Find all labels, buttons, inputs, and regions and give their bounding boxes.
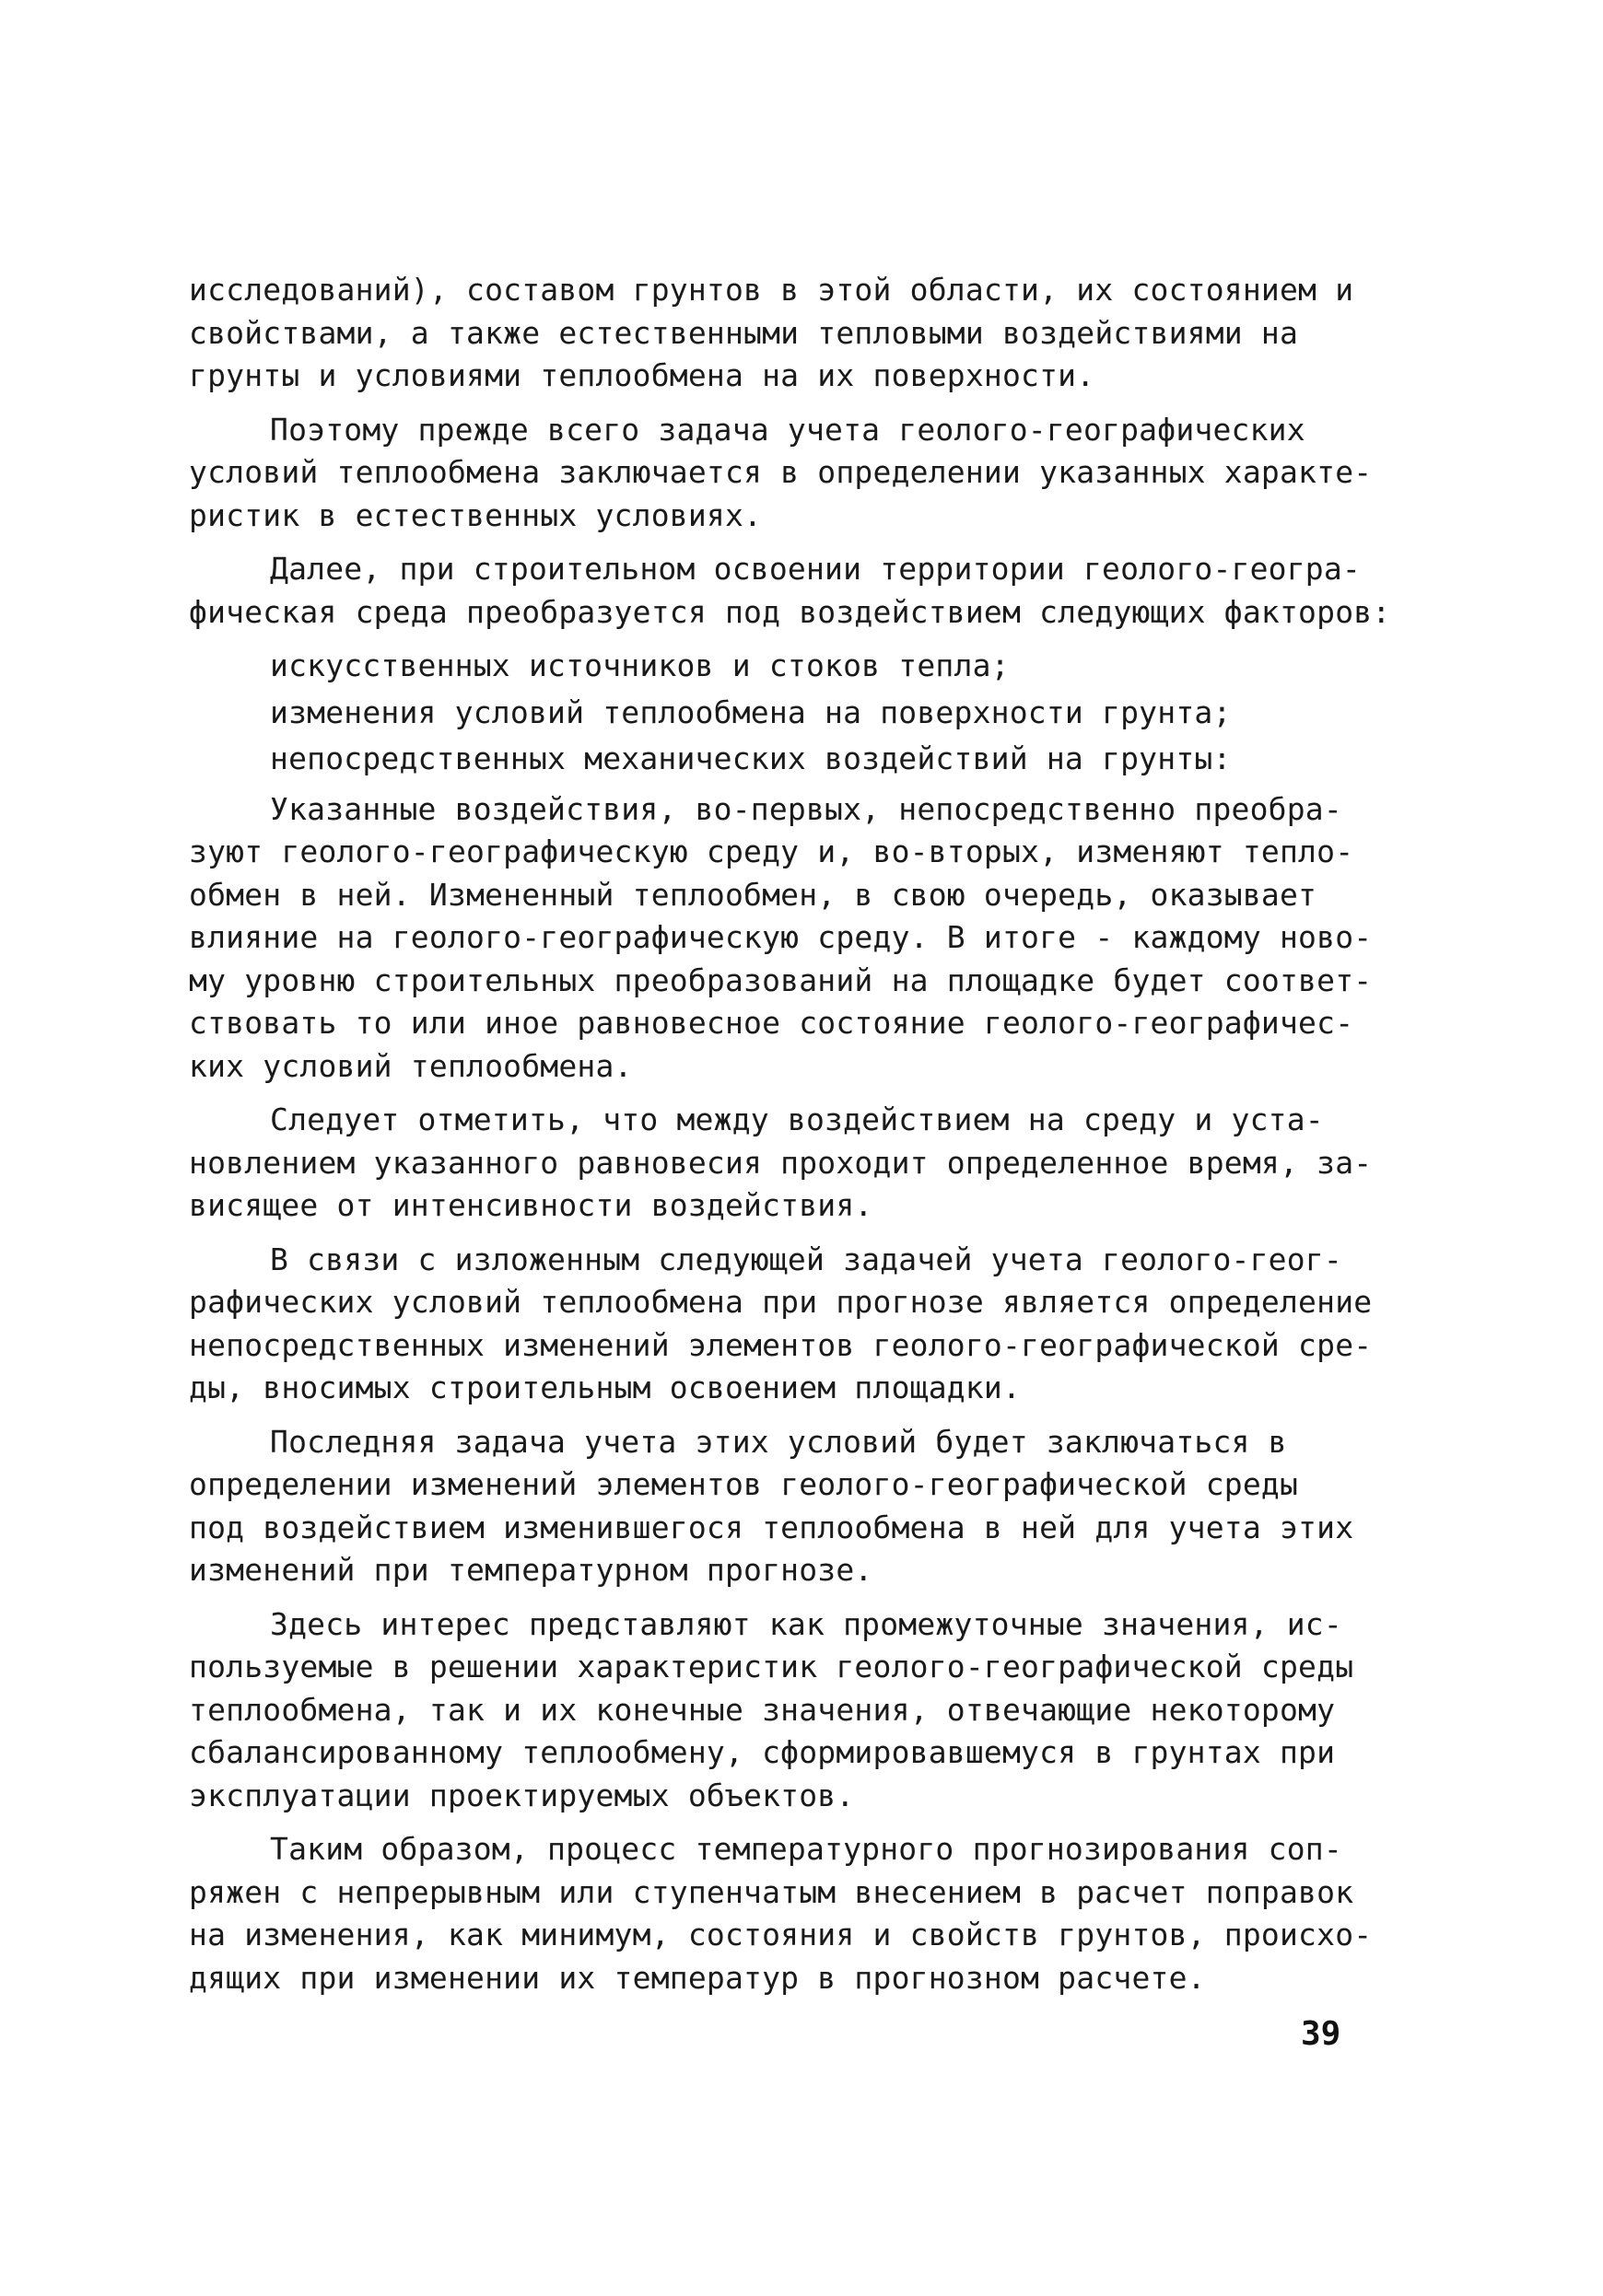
text-line: Последняя задача учета этих условий будет заключаться в xyxy=(270,1423,1287,1460)
paragraph-9 xyxy=(189,1828,1377,1999)
text-line: зуют геолого-географическую среду и, во-вторых, изменяют тепло- xyxy=(189,833,1354,869)
paragraph-2 xyxy=(189,409,1377,538)
text-line: определении изменений элементов геолого-географической среды xyxy=(189,1466,1299,1502)
paragraph-8 xyxy=(189,1603,1377,1818)
text-line: обмен в ней. Измененный теплообмен, в свою очередь, оказывает xyxy=(189,876,1317,913)
list-item: непосредственных механических воздействий на грунты: xyxy=(270,740,1232,776)
text-line: ристик в естественных условиях. xyxy=(189,496,763,533)
text-line: Следует отметить, что между воздействием на среду и уста- xyxy=(270,1101,1324,1137)
list-item: искусственных источников и стоков тепла; xyxy=(270,647,1010,683)
text-line: грунты и условиями теплообмена на их поверхности. xyxy=(189,357,1095,393)
paragraph-1 xyxy=(189,269,1377,398)
list-item: изменения условий теплообмена на поверхности грунта; xyxy=(270,693,1232,730)
text-line: исследований), составом грунтов в этой области, их состоянием и xyxy=(189,272,1354,308)
text-line: условий теплообмена заключается в определении указанных характе- xyxy=(189,454,1373,490)
text-line: висящее от интенсивности воздействия. xyxy=(189,1187,873,1223)
paragraph-7 xyxy=(189,1421,1377,1592)
paragraph-3 xyxy=(189,548,1391,634)
text-line: новлением указанного равновесия проходит определенное время, за- xyxy=(189,1144,1373,1181)
page-number: 39 xyxy=(1301,2015,1341,2053)
text-line: влияние на геолого-географическую среду. В итоге - каждому ново- xyxy=(189,919,1373,955)
text-line: Поэтому прежде всего задача учета геолого-географических xyxy=(270,411,1305,448)
text-line: Таким образом, процесс температурного прогнозирования соп- xyxy=(270,1831,1342,1867)
text-line: му уровню строительных преобразований на площадке будет соответ- xyxy=(189,962,1373,998)
text-line: свойствами, а также естественными тепловыми воздействиями на xyxy=(189,314,1299,351)
text-line: рафических условий теплообмена при прогнозе является определение xyxy=(189,1284,1373,1320)
text-line: под воздействием изменившегося теплообмена в ней для учета этих xyxy=(189,1509,1354,1545)
text-line: В связи с изложенным следующей задачей учета геолого-геог- xyxy=(270,1241,1342,1277)
paragraph-4 xyxy=(189,788,1377,1089)
text-line: сбалансированному теплообмену, сформировавшемуся в грунтах при xyxy=(189,1734,1336,1770)
text-line: Здесь интерес представляют как промежуточные значения, ис- xyxy=(270,1605,1342,1642)
text-line: ствовать то или иное равновесное состояние геолого-географичес- xyxy=(189,1005,1354,1041)
paragraph-5 xyxy=(189,1099,1377,1228)
text-line: Далее, при строительном освоении территории геолого-геогра- xyxy=(270,551,1361,587)
text-line: фическая среда преобразуется под воздействием следующих факторов: xyxy=(189,593,1391,630)
body-text xyxy=(189,269,1391,2010)
text-line: изменений при температурном прогнозе. xyxy=(189,1552,873,1588)
text-line: ды, вносимых строительным освоением площадки. xyxy=(189,1369,1022,1405)
text-line: на изменения, как минимум, состояния и свойств грунтов, происхо- xyxy=(189,1917,1373,1952)
text-line: ких условий теплообмена. xyxy=(189,1047,633,1084)
text-line: Указанные воздействия, во-первых, непосредственно преобра- xyxy=(270,790,1342,827)
text-line: дящих при изменении их температур в прогнозном расчете. xyxy=(189,1959,1206,1996)
paragraph-6 xyxy=(189,1239,1377,1410)
text-line: пользуемые в решении характеристик геолого-географической среды xyxy=(189,1649,1354,1684)
text-line: эксплуатации проектируемых объектов. xyxy=(189,1777,855,1813)
text-line: непосредственных изменений элементов геолого-географической сре- xyxy=(189,1326,1373,1363)
text-line: ряжен с непрерывным или ступенчатым внесением в расчет поправок xyxy=(189,1873,1354,1910)
text-line: теплообмена, так и их конечные значения, отвечающие некоторому xyxy=(189,1691,1336,1728)
